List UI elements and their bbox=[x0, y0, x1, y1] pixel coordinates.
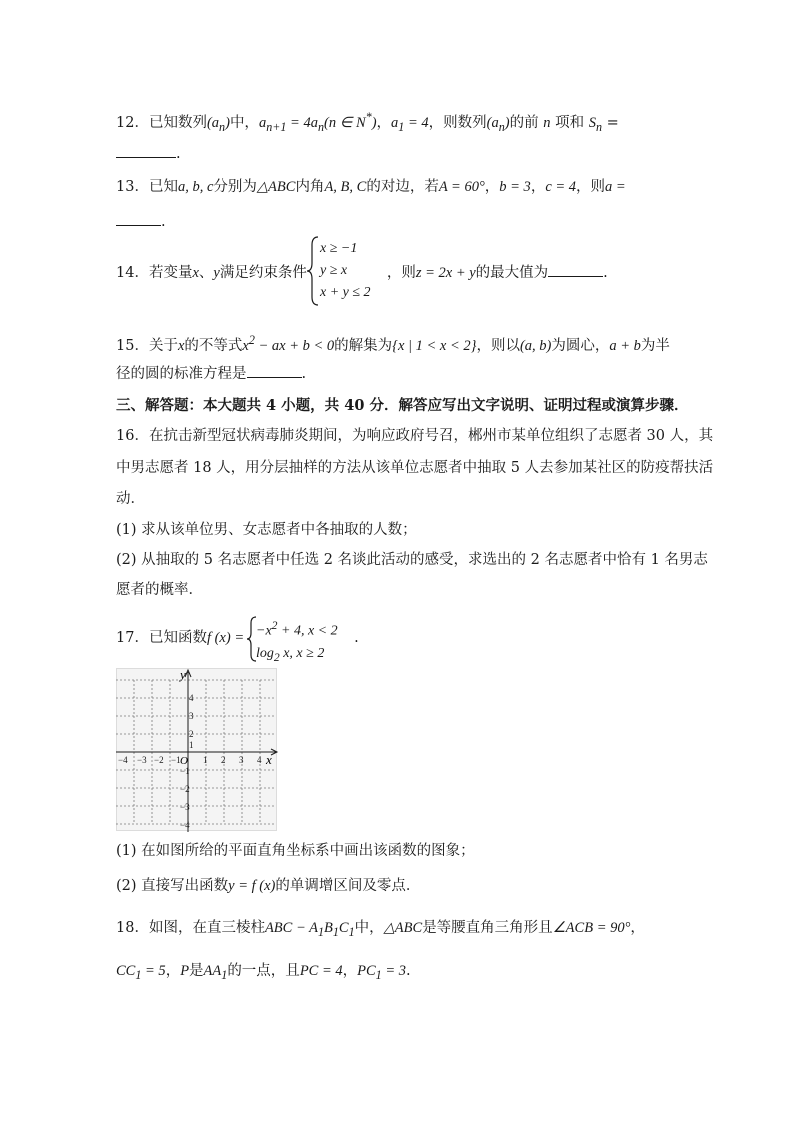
variable-x: x bbox=[192, 265, 199, 281]
x-axis-label: x bbox=[266, 752, 272, 767]
answer-blank-12[interactable] bbox=[116, 143, 181, 164]
question-number: 13． bbox=[116, 179, 149, 195]
initial-term: $a_1 = 4$ bbox=[391, 114, 429, 134]
blank[interactable] bbox=[116, 143, 176, 158]
x-tick-label: 1 bbox=[203, 755, 208, 765]
q13-text: 的对边，若 bbox=[366, 179, 439, 195]
piece-1: $-x^2 + 4$, x < 2 bbox=[256, 619, 338, 639]
period: . bbox=[301, 366, 307, 382]
question-15-line2 bbox=[116, 363, 306, 384]
question-17-sub2 bbox=[116, 876, 420, 896]
coordinate-grid bbox=[116, 668, 282, 832]
objective-function: z = 2x + y bbox=[415, 265, 476, 281]
side-b-value: b = 3 bbox=[499, 179, 531, 195]
q15-text: ，则以 bbox=[476, 337, 520, 354]
left-brace-icon bbox=[306, 235, 320, 307]
q15-text: 的解集为 bbox=[334, 337, 393, 354]
question-13 bbox=[116, 177, 626, 197]
point-p: P bbox=[180, 963, 190, 979]
sum-symbol: $S_n$ bbox=[588, 114, 602, 134]
q15-text: 径的圆的标准方程是 bbox=[116, 366, 247, 382]
period: . bbox=[603, 265, 608, 281]
y-tick-label: 3 bbox=[189, 711, 194, 721]
period: . bbox=[176, 146, 181, 162]
q17-text: 的单调增区间及零点． bbox=[275, 878, 421, 894]
question-12 bbox=[116, 107, 619, 137]
y-tick-label: 1 bbox=[189, 740, 194, 750]
separator: 、 bbox=[198, 265, 214, 281]
question-16-sub2-line2: 愿者的概率． bbox=[116, 582, 203, 598]
question-number: 18． bbox=[116, 920, 149, 936]
y-tick-label: 2 bbox=[189, 729, 194, 739]
q14-text: 满足约束条件 bbox=[219, 265, 307, 281]
y-tick-label: −2 bbox=[180, 784, 190, 794]
circle-center: (a, b) bbox=[519, 337, 552, 354]
y-axis-label: y bbox=[180, 668, 186, 682]
y-tick-label: −1 bbox=[180, 766, 190, 776]
y-tick-label: −4 bbox=[180, 820, 190, 830]
q13-text: 内角 bbox=[295, 179, 325, 195]
q15-text: 为圆心， bbox=[551, 337, 610, 354]
angle-a-value: A = 60° bbox=[438, 179, 485, 195]
separator: ， bbox=[165, 963, 181, 979]
question-number: 12． bbox=[116, 114, 149, 131]
question-16-line1: 16．在抗击新型冠状病毒肺炎期间，为响应政府号召，郴州市某单位组织了志愿者 30 人，其 bbox=[116, 428, 714, 444]
sides-abc: a, b, c bbox=[177, 179, 214, 195]
question-16-sub2: (2) 从抽取的 5 名志愿者中任选 2 名谈此活动的感受，求选出的 2 名志愿者中恰有 1 名男志 bbox=[116, 552, 708, 568]
separator: ， bbox=[342, 963, 358, 979]
length-pc1: $PC_1 = 3$ bbox=[357, 963, 407, 982]
q14-text: 若变量 bbox=[148, 265, 193, 281]
question-17-sub1: (1) 在如图所给的平面直角坐标系中画出该函数的图象； bbox=[116, 843, 475, 859]
period: . bbox=[406, 963, 411, 979]
q13-text: ，则 bbox=[576, 179, 606, 195]
q12-text: 已知数列 bbox=[148, 114, 207, 131]
variable-n: n bbox=[543, 114, 551, 131]
sequence-symbol: $(a_n)$ bbox=[486, 114, 510, 134]
solution-set: {x | 1 < x < 2} bbox=[392, 337, 477, 354]
period: . bbox=[161, 214, 166, 230]
piece-2: $\log_2 x$, x ≥ 2 bbox=[256, 645, 325, 664]
x-tick-label: −2 bbox=[154, 755, 164, 765]
function-expression: y = f (x) bbox=[228, 878, 276, 894]
separator: ， bbox=[530, 179, 546, 195]
q15-text: 为半 bbox=[640, 337, 670, 354]
side-c-value: c = 4 bbox=[545, 179, 577, 195]
q18-text: 是 bbox=[189, 963, 204, 979]
constraint-3: x + y ≤ 2 bbox=[320, 285, 371, 300]
q12-text: ，则数列 bbox=[428, 114, 487, 131]
question-number: 17． bbox=[116, 630, 149, 646]
q15-text: 的不等式 bbox=[184, 337, 243, 354]
recurrence-formula: $a_{n+1} = 4a_n(n$ ∈ N*) bbox=[258, 110, 377, 134]
edge-aa1: $AA_1$ bbox=[203, 963, 228, 982]
section-heading: 三、解答题：本大题共 4 小题，共 40 分．解答应写出文字说明、证明过程或演算步骤． bbox=[116, 397, 689, 414]
variable-x: x bbox=[177, 337, 185, 354]
separator: ， bbox=[376, 114, 392, 131]
x-tick-label: −3 bbox=[137, 755, 147, 765]
variable-y: y bbox=[213, 265, 220, 281]
q14-text: ，则 bbox=[386, 265, 416, 281]
inequality: $x^2$ − ax + b < 0 bbox=[242, 333, 335, 354]
question-18-line2 bbox=[116, 961, 411, 985]
x-tick-label: −1 bbox=[171, 755, 181, 765]
q17-text: 已知函数 bbox=[148, 630, 207, 646]
separator: ， bbox=[484, 179, 500, 195]
q13-text: 分别为 bbox=[213, 179, 257, 195]
q18-text: 的一点，且 bbox=[227, 963, 300, 979]
question-15 bbox=[116, 330, 670, 356]
origin-label: O bbox=[180, 755, 188, 767]
q17-text: (2) 直接写出函数 bbox=[116, 878, 229, 894]
q12-text: 中， bbox=[229, 114, 259, 131]
prism-name: ABC − $A_1B_1C_1$ bbox=[264, 920, 355, 939]
question-16-line2: 中男志愿者 18 人，用分层抽样的方法从该单位志愿者中抽取 5 人去参加某社区的防疫帮扶活 bbox=[116, 460, 714, 476]
y-tick-label: −3 bbox=[180, 802, 190, 812]
angle-acb: ∠ACB = 90° bbox=[552, 920, 631, 936]
x-tick-label: 4 bbox=[257, 755, 262, 765]
piecewise-function bbox=[256, 615, 338, 668]
answer-blank-13[interactable] bbox=[116, 211, 166, 232]
q13-text: 已知 bbox=[148, 179, 178, 195]
y-tick-label: 4 bbox=[189, 693, 194, 703]
q15-text: 关于 bbox=[148, 337, 178, 354]
blank[interactable] bbox=[548, 262, 603, 277]
constraint-system bbox=[320, 238, 371, 304]
q12-text: 项和 bbox=[555, 114, 585, 131]
blank[interactable] bbox=[116, 211, 161, 226]
length-pc: PC = 4 bbox=[299, 963, 343, 979]
q14-text: 的最大值为 bbox=[475, 265, 549, 281]
function-name: f (x) = bbox=[206, 630, 245, 646]
x-tick-label: 3 bbox=[239, 755, 244, 765]
equals: = bbox=[606, 114, 619, 131]
blank[interactable] bbox=[247, 363, 302, 378]
circle-radius: a + b bbox=[609, 337, 641, 354]
constraint-1: x ≥ −1 bbox=[320, 241, 358, 256]
q18-text: 中， bbox=[354, 920, 384, 936]
x-tick-label: −4 bbox=[118, 755, 128, 765]
question-16-line3: 动． bbox=[116, 491, 145, 507]
question-16-sub1: (1) 求从该单位男、女志愿者中各抽取的人数； bbox=[116, 522, 417, 538]
question-18 bbox=[116, 918, 645, 942]
q18-text: 如图，在直三棱柱 bbox=[148, 920, 265, 936]
x-tick-label: 2 bbox=[221, 755, 226, 765]
triangle-abc: △ABC bbox=[256, 179, 296, 195]
side-a-query: a = bbox=[605, 179, 626, 195]
angles-abc: A, B, C bbox=[324, 179, 367, 195]
edge-cc1: $CC_1 = 5$ bbox=[116, 963, 166, 982]
period: . bbox=[354, 630, 359, 646]
triangle-abc: △ABC bbox=[383, 920, 423, 936]
question-number: 15． bbox=[116, 337, 149, 354]
q18-text: 是等腰直角三角形且 bbox=[422, 920, 553, 936]
separator: ， bbox=[630, 920, 645, 936]
constraint-2: y ≥ x bbox=[320, 263, 348, 278]
q12-text: 的前 bbox=[509, 114, 539, 131]
sequence-symbol: $(a_n)$ bbox=[206, 114, 230, 134]
question-number: 14． bbox=[116, 265, 149, 281]
